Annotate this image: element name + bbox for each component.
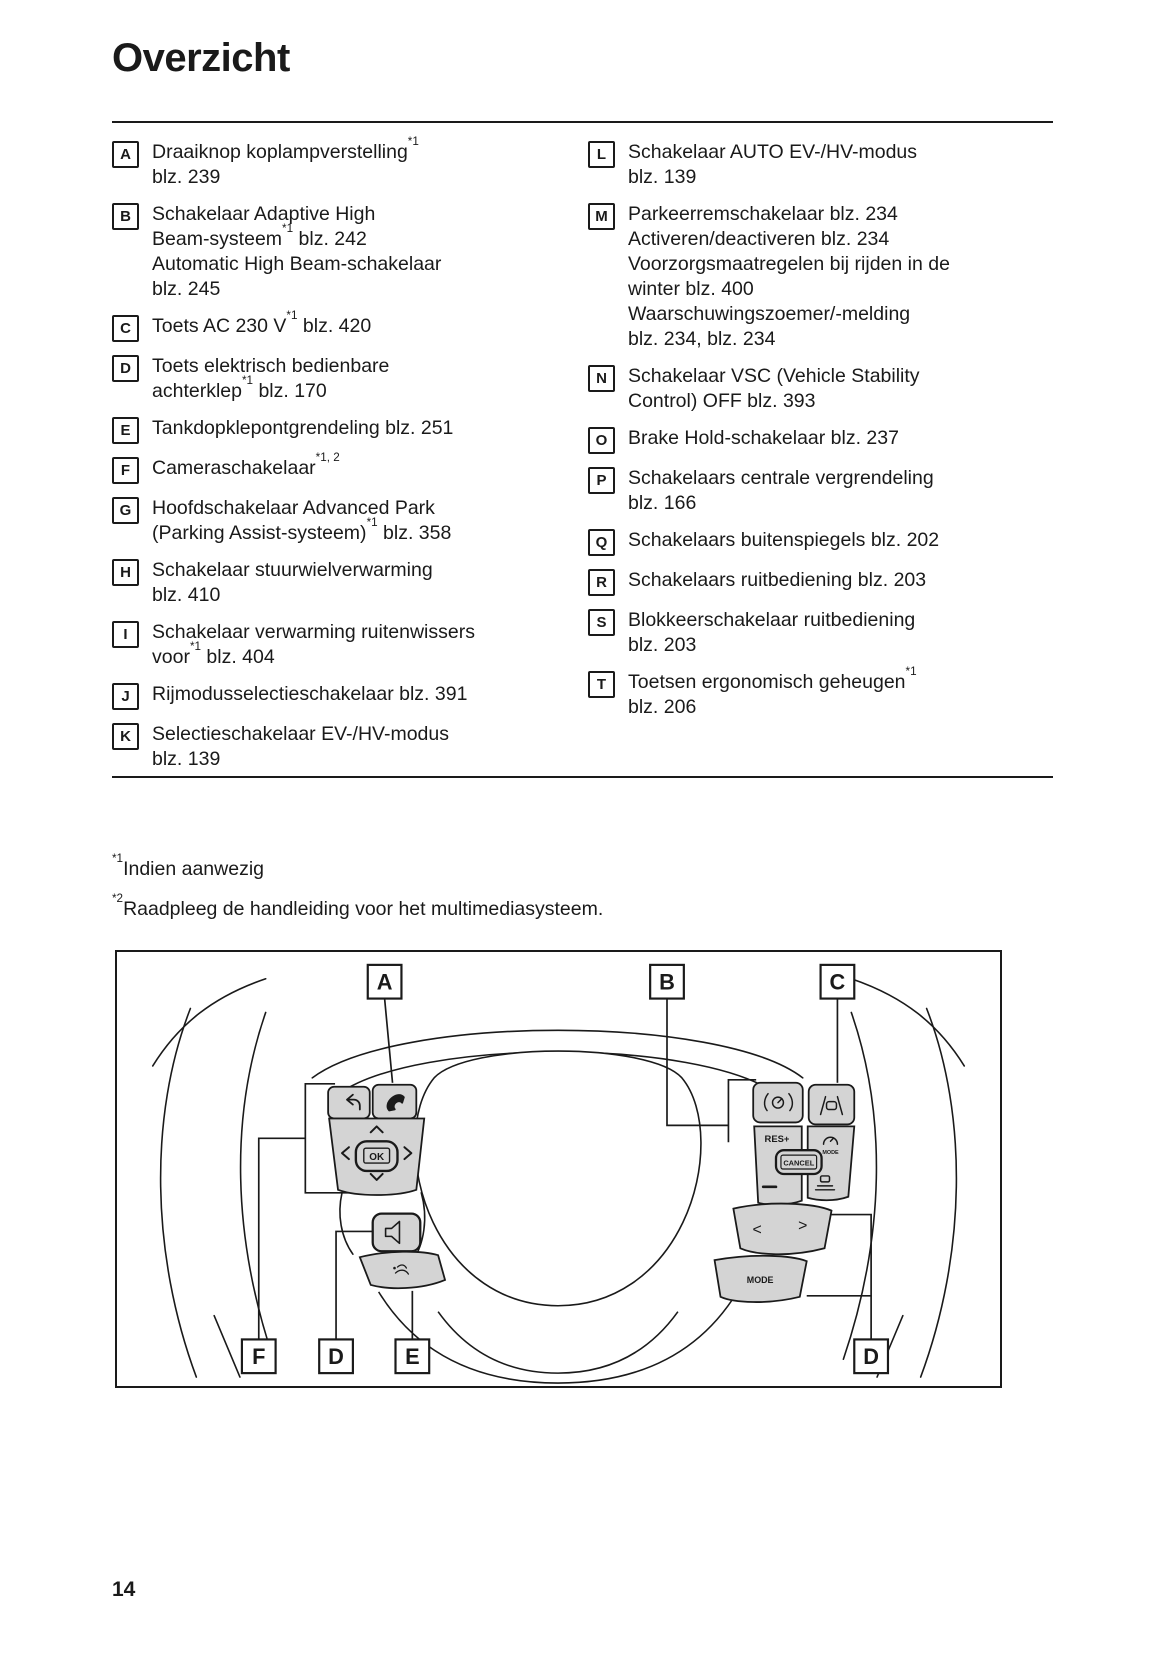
legend-item-E <box>112 416 557 444</box>
item-text: Schakelaar VSC (Vehicle Stability Control) OFF blz. 393 <box>628 365 920 412</box>
mode-label: MODE <box>746 1274 774 1285</box>
item-key-badge: S <box>588 609 615 636</box>
item-text: Schakelaars centrale vergrendeling blz. 166 <box>628 467 934 514</box>
res-plus-label: RES+ <box>764 1133 790 1145</box>
item-key-badge: B <box>112 203 139 230</box>
footnote-2: $^{*2}$Raadpleeg de handleiding voor het multimediasysteem. <box>112 892 604 920</box>
svg-text:OK: OK <box>369 1152 385 1164</box>
item-text: Schakelaars ruitbediening blz. 203 <box>628 569 927 591</box>
item-key-badge: J <box>112 683 139 710</box>
legend-item-O <box>588 426 1053 454</box>
item-key-badge: L <box>588 141 615 168</box>
cancel-button <box>776 1150 822 1174</box>
footnote-marker: *1 <box>282 222 294 236</box>
legend-column-left <box>112 135 557 784</box>
item-key-badge: E <box>112 417 139 444</box>
steering-wheel-diagram <box>115 950 1002 1388</box>
legend <box>112 135 1053 784</box>
legend-item-F <box>112 451 557 484</box>
legend-item-G <box>112 496 557 546</box>
item-key-badge: I <box>112 621 139 648</box>
item-key-badge: C <box>112 315 139 342</box>
track-seek-panel <box>733 1204 831 1255</box>
legend-item-C <box>112 309 557 342</box>
legend-item-B <box>112 202 557 302</box>
item-key-badge: P <box>588 467 615 494</box>
item-key-badge: M <box>588 203 615 230</box>
ok-button <box>356 1141 398 1171</box>
item-text: Tankdopklepontgrendeling blz. 251 <box>152 417 454 439</box>
legend-item-J <box>112 682 557 710</box>
lower-right-cluster <box>715 1204 832 1302</box>
item-key-badge: K <box>112 723 139 750</box>
lane-assist-button <box>809 1085 855 1125</box>
legend-column-gap <box>557 140 588 784</box>
item-key-badge: G <box>112 497 139 524</box>
legend-column-right <box>588 140 1053 784</box>
legend-item-R <box>588 568 1053 596</box>
item-key-badge: F <box>112 457 139 484</box>
svg-text:A: A <box>376 969 393 995</box>
item-key-badge: D <box>112 355 139 382</box>
callout-C <box>821 965 855 999</box>
gauge-mode-label: MODE <box>822 1150 839 1157</box>
legend-item-D <box>112 354 557 404</box>
legend-item-M <box>588 202 1053 352</box>
item-key-badge: A <box>112 141 139 168</box>
footnote-marker: *1 <box>112 852 124 866</box>
callout-A <box>368 965 402 999</box>
footnote-marker: *1 <box>189 640 201 654</box>
page-title: Overzicht <box>112 36 290 80</box>
legend-item-I <box>112 620 557 670</box>
item-text: Selectieschakelaar EV-/HV-modus blz. 139 <box>152 723 449 770</box>
footnote-marker: *2 <box>112 892 124 906</box>
item-text: Draaiknop koplampverstelling$^{*1}$ blz. 239 <box>152 135 419 188</box>
footnote-marker: *1 <box>905 665 917 679</box>
item-key-badge: H <box>112 559 139 586</box>
footnote-marker: *1 <box>241 374 254 388</box>
airbag-pad <box>379 1051 738 1383</box>
item-text: Brake Hold-schakelaar blz. 237 <box>628 427 899 449</box>
steering-wheel-drawing <box>117 952 1000 1386</box>
item-text: Schakelaar Adaptive High Beam-systeem$^{*1}$ blz. 242 Automatic High Beam-schakelaar blz. 245 <box>152 203 442 300</box>
svg-text:C: C <box>829 969 846 995</box>
callout-D-right <box>854 1339 888 1373</box>
volume-talk-group <box>360 1214 445 1289</box>
bottom-divider <box>112 776 1053 778</box>
item-text: Cameraschakelaar$^{*1, 2}$ <box>152 451 340 479</box>
callout-B <box>650 965 684 999</box>
item-text: Rijmodusselectieschakelaar blz. 391 <box>152 683 468 705</box>
prev-label: < <box>752 1221 762 1239</box>
svg-text:E: E <box>405 1344 420 1370</box>
item-key-badge: R <box>588 569 615 596</box>
item-text: Schakelaars buitenspiegels blz. 202 <box>628 529 940 551</box>
svg-text:B: B <box>659 969 675 995</box>
item-text: Blokkeerschakelaar ruitbediening blz. 203 <box>628 609 916 656</box>
item-text: Toets elektrisch bedienbare achterklep$^{*1}$ blz. 170 <box>152 355 390 402</box>
volume-button <box>373 1214 421 1252</box>
item-key-badge: N <box>588 365 615 392</box>
item-text: Toetsen ergonomisch geheugen$^{*1}$ blz. 206 <box>628 665 917 718</box>
legend-item-T <box>588 665 1053 720</box>
footnote-marker: *1 <box>407 135 419 149</box>
footnote-1: $^{*1}$Indien aanwezig <box>112 852 264 880</box>
legend-item-H <box>112 558 557 608</box>
legend-item-Q <box>588 528 1053 556</box>
top-divider <box>112 121 1053 123</box>
legend-item-L <box>588 140 1053 190</box>
item-key-badge: Q <box>588 529 615 556</box>
callout-E <box>396 1339 430 1373</box>
footnote-marker: *1 <box>366 516 378 530</box>
item-key-badge: O <box>588 427 615 454</box>
callout-F <box>242 1339 276 1373</box>
legend-item-N <box>588 364 1053 414</box>
svg-text:D: D <box>328 1344 344 1370</box>
legend-item-K <box>112 722 557 772</box>
footnote-marker: *1 <box>286 309 298 323</box>
next-label: > <box>798 1217 808 1235</box>
legend-item-S <box>588 608 1053 658</box>
svg-text:CANCEL: CANCEL <box>783 1158 815 1168</box>
item-text: Hoofdschakelaar Advanced Park (Parking Assist-systeem)$^{*1}$ blz. 358 <box>152 497 452 544</box>
item-text: Schakelaar stuurwielverwarming blz. 410 <box>152 559 433 606</box>
legend-item-P <box>588 466 1053 516</box>
footnote-marker: *1, 2 <box>315 451 340 465</box>
item-text: Schakelaar AUTO EV-/HV-modus blz. 139 <box>628 141 918 188</box>
legend-item-A <box>112 135 557 190</box>
item-text: Toets AC 230 $V^{*1}$ blz. 420 <box>152 309 372 337</box>
item-text: Schakelaar verwarming ruitenwissers voor$^{*1}$ blz. 404 <box>152 621 475 668</box>
callout-D-left <box>319 1339 353 1373</box>
page-number: 14 <box>112 1578 136 1601</box>
return-button <box>328 1087 370 1119</box>
item-key-badge: T <box>588 671 615 698</box>
svg-text:D: D <box>863 1344 879 1370</box>
svg-text:F: F <box>252 1344 266 1370</box>
item-text: Parkeerremschakelaar blz. 234 Activeren/deactiveren blz. 234 Voorzorgsmaatregelen bij rijden in de winter blz. 400 Waarschuwingszoemer/-melding blz. 234, blz. 234 <box>628 203 950 350</box>
